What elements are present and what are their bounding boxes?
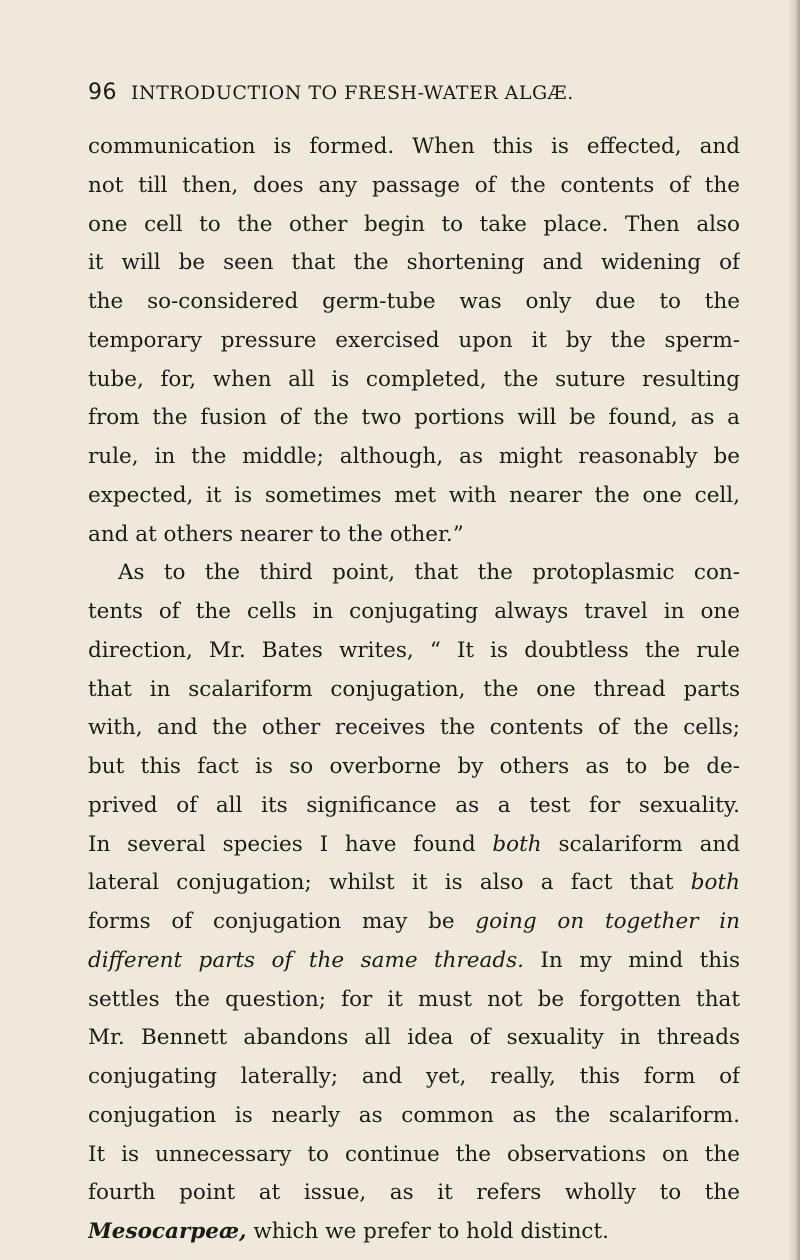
text-line xyxy=(88,477,740,516)
text-line xyxy=(88,942,740,981)
text-line xyxy=(88,283,740,322)
text-line xyxy=(88,1058,740,1097)
text-line xyxy=(88,1136,740,1175)
text-segment: communication is formed. When this is effected, and xyxy=(88,134,740,159)
text-segment: conjugation is nearly as common as the scalariform. xyxy=(88,1102,740,1128)
text-segment: scalariform and xyxy=(541,831,740,857)
text-segment: prived of all its significance as a test for sexuality. xyxy=(88,792,740,818)
text-segment: but this fact is so overborne by others as to be de- xyxy=(88,754,740,779)
running-title: INTRODUCTION TO FRESH-WATER ALGÆ. xyxy=(131,82,574,104)
emphasis-text: different parts of the same threads. xyxy=(88,947,524,973)
emphasis-text: both xyxy=(690,870,740,896)
text-line xyxy=(88,748,740,787)
text-line xyxy=(88,826,740,865)
text-segment: fourth point at issue, as it refers wholly to the xyxy=(88,1180,740,1206)
emphasis-text: both xyxy=(492,831,542,857)
text-line xyxy=(88,128,740,167)
text-segment: one cell to the other begin to take place. Then also xyxy=(88,211,740,237)
text-segment: temporary pressure exercised upon it by the sperm- xyxy=(88,327,740,353)
text-segment: rule, in the middle; although, as might reasonably be xyxy=(88,444,740,469)
text-segment: In several species I have found xyxy=(88,831,493,857)
text-line xyxy=(88,554,740,593)
text-line xyxy=(88,903,740,942)
text-line xyxy=(88,787,740,826)
text-segment: settles the question; for it must not be forgotten that xyxy=(88,986,740,1012)
text-segment: the so-considered germ-tube was only due to the xyxy=(88,289,740,314)
text-line xyxy=(88,244,740,283)
text-segment: forms of conjugation may be xyxy=(88,909,476,934)
text-segment: It is unnecessary to continue the observations on the xyxy=(88,1141,740,1167)
text-segment: Mr. Bennett abandons all idea of sexuality in threads xyxy=(88,1025,740,1051)
text-line xyxy=(88,1213,740,1252)
emphasis-text: going on together in xyxy=(475,909,740,934)
text-segment: and at others nearer to the other.” xyxy=(88,521,464,547)
text-line xyxy=(88,1174,740,1213)
text-segment: direction, Mr. Bates writes, “ It is doubtless the rule xyxy=(88,637,740,663)
text-segment: In my mind this xyxy=(523,947,740,973)
text-line xyxy=(88,864,740,903)
text-segment: conjugating laterally; and yet, really, this form of xyxy=(88,1064,740,1089)
running-head xyxy=(88,80,708,105)
text-line xyxy=(88,516,740,555)
text-segment: which we prefer to hold distinct. xyxy=(246,1219,609,1244)
emphasis-text: Mesocarpeæ, xyxy=(88,1219,247,1244)
text-segment: expected, it is sometimes met with nearer the one cell, xyxy=(88,482,740,508)
text-line xyxy=(88,981,740,1020)
text-line xyxy=(88,322,740,361)
text-segment: not till then, does any passage of the contents of the xyxy=(88,172,740,198)
text-segment: from the fusion of the two portions will be found, as a xyxy=(88,405,740,431)
text-line xyxy=(88,671,740,710)
text-segment: lateral conjugation; whilst it is also a fact that xyxy=(88,870,691,896)
text-segment: that in scalariform conjugation, the one thread parts xyxy=(88,676,740,702)
text-segment: with, and the other receives the contents of the cells; xyxy=(88,715,740,741)
text-line xyxy=(88,1097,740,1136)
text-line xyxy=(88,593,740,632)
text-segment: As to the third point, that the protoplasmic con- xyxy=(118,560,740,586)
text-segment: tents of the cells in conjugating always travel in one xyxy=(88,599,740,624)
text-line xyxy=(88,632,740,671)
text-segment: it will be seen that the shortening and widening of xyxy=(88,250,740,276)
text-line xyxy=(88,206,740,245)
text-line xyxy=(88,438,740,477)
body-text xyxy=(88,128,740,1252)
text-line xyxy=(88,709,740,748)
page-number: 96 xyxy=(88,80,117,105)
text-line xyxy=(88,361,740,400)
page-edge-shadow xyxy=(788,0,800,1260)
text-line xyxy=(88,1019,740,1058)
text-segment: tube, for, when all is completed, the suture resulting xyxy=(88,366,740,392)
text-line xyxy=(88,399,740,438)
text-line xyxy=(88,167,740,206)
